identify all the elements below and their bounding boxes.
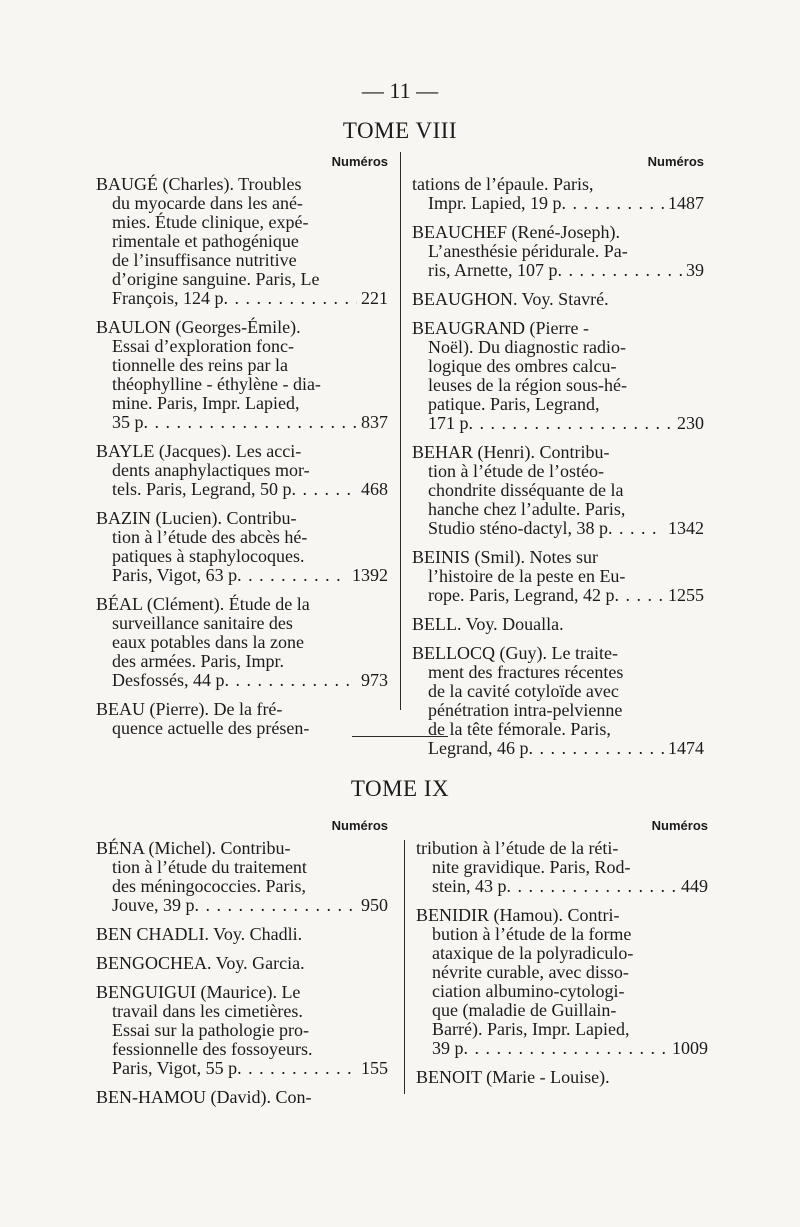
entry-text: Desfossés, 44 p xyxy=(112,670,225,690)
index-entry xyxy=(96,442,388,499)
entry-text: L’anesthésie péridurale. Pa- xyxy=(428,241,628,261)
dot-leader xyxy=(291,480,357,499)
entry-line xyxy=(96,356,388,375)
entry-text: eaux potables dans la zone xyxy=(112,632,304,652)
entry-text: ment des fractures récentes xyxy=(428,662,624,682)
entry-number: 1474 xyxy=(668,738,704,758)
entry-number: 155 xyxy=(361,1058,388,1078)
entry-line xyxy=(96,528,388,547)
entry-number: 449 xyxy=(681,876,708,896)
index-entry xyxy=(96,839,388,915)
entry-line xyxy=(96,547,388,566)
entry-text: Essai d’exploration fonc- xyxy=(112,336,294,356)
entry-text: chondrite disséquante de la xyxy=(428,480,624,500)
entry-text: 35 p xyxy=(112,412,144,432)
entry-text: BENIDIR (Hamou). Contri- xyxy=(416,905,620,925)
entry-text: tionnelle des reins par la xyxy=(112,355,288,375)
entry-text: BEAUCHEF (René-Joseph). xyxy=(412,222,620,242)
entry-line xyxy=(416,839,708,858)
entry-text: nite gravidique. Paris, Rod- xyxy=(432,857,631,877)
entry-line xyxy=(96,318,388,337)
entry-text: que (maladie de Guillain- xyxy=(432,1000,617,1020)
entry-line xyxy=(412,357,704,376)
dot-leader xyxy=(237,1059,357,1078)
entry-line xyxy=(412,500,704,519)
entry-text: BÉNA (Michel). Contribu- xyxy=(96,838,291,858)
entry-text: BELL. Voy. Doualla. xyxy=(412,614,564,634)
entry-text: BENOIT (Marie - Louise). xyxy=(416,1067,610,1087)
entry-number: 230 xyxy=(677,413,704,433)
entry-line xyxy=(416,1020,708,1039)
entry-text: l’histoire de la peste en Eu- xyxy=(428,566,626,586)
dot-leader xyxy=(469,414,674,433)
entry-line xyxy=(96,925,388,944)
entry-line xyxy=(412,376,704,395)
entry-number: 1487 xyxy=(668,193,704,213)
entry-line xyxy=(96,839,388,858)
index-entry xyxy=(96,509,388,585)
entry-line xyxy=(412,519,704,538)
entry-text: Barré). Paris, Impr. Lapied, xyxy=(432,1019,630,1039)
entry-line xyxy=(412,319,704,338)
entry-line xyxy=(96,480,388,499)
entry-text: de la tête fémorale. Paris, xyxy=(428,719,611,739)
index-entry xyxy=(412,644,704,758)
index-entry xyxy=(96,595,388,690)
entry-line xyxy=(96,877,388,896)
index-entry xyxy=(412,443,704,538)
entry-text: BENGUIGUI (Maurice). Le xyxy=(96,982,301,1002)
entry-line xyxy=(412,462,704,481)
index-entry xyxy=(412,175,704,213)
column-header: Numéros xyxy=(331,818,388,833)
entry-line xyxy=(416,944,708,963)
entry-line xyxy=(412,644,704,663)
dot-leader xyxy=(195,896,358,915)
entry-text: stein, 43 p xyxy=(432,876,507,896)
dot-leader xyxy=(224,289,358,308)
entry-line xyxy=(96,858,388,877)
entry-line xyxy=(96,566,388,585)
entry-text: tels. Paris, Legrand, 50 p xyxy=(112,479,292,499)
entry-text: surveillance sanitaire des xyxy=(112,613,293,633)
entry-number: 1009 xyxy=(672,1038,708,1058)
entry-text: BAUGÉ (Charles). Troubles xyxy=(96,174,302,194)
entry-text: dents anaphylactiques mor- xyxy=(112,460,310,480)
dot-leader xyxy=(561,194,664,213)
dot-leader xyxy=(144,413,358,432)
entry-text: ataxique de la polyradiculo- xyxy=(432,943,634,963)
column-header: Numéros xyxy=(647,154,704,169)
entry-text: de l’insuffisance nutritive xyxy=(112,250,297,270)
column-divider xyxy=(400,152,401,710)
entry-line xyxy=(96,1059,388,1078)
entry-line xyxy=(412,720,704,739)
column-header: Numéros xyxy=(651,818,708,833)
entry-line xyxy=(412,290,704,309)
entry-text: BÉAL (Clément). Étude de la xyxy=(96,594,310,614)
tome-ix-right-column xyxy=(416,818,708,1097)
entry-text: Legrand, 46 p xyxy=(428,738,529,758)
entry-text: Paris, Vigot, 63 p xyxy=(112,565,238,585)
tome-viii-right-column xyxy=(412,154,704,768)
entry-line xyxy=(412,663,704,682)
entry-line xyxy=(96,1002,388,1021)
entry-text: mies. Étude clinique, expé- xyxy=(112,212,309,232)
entry-line xyxy=(416,906,708,925)
entry-line xyxy=(412,414,704,433)
index-entry xyxy=(416,906,708,1058)
index-entry xyxy=(412,548,704,605)
dot-leader xyxy=(608,519,664,538)
entry-text: 39 p xyxy=(432,1038,464,1058)
entry-text: théophylline - éthylène - dia- xyxy=(112,374,321,394)
entry-text: Impr. Lapied, 19 p xyxy=(428,193,562,213)
entry-number: 1255 xyxy=(668,585,704,605)
index-entry xyxy=(416,1068,708,1087)
entry-line xyxy=(416,1001,708,1020)
entry-text: François, 124 p xyxy=(112,288,224,308)
entry-line xyxy=(96,719,388,738)
entry-line xyxy=(96,251,388,270)
entry-line xyxy=(96,1021,388,1040)
entry-line xyxy=(412,242,704,261)
entry-text: Jouve, 39 p xyxy=(112,895,195,915)
entry-text: Essai sur la pathologie pro- xyxy=(112,1020,309,1040)
entry-line xyxy=(416,1068,708,1087)
entry-number: 973 xyxy=(361,670,388,690)
entry-line xyxy=(96,461,388,480)
dot-leader xyxy=(237,566,348,585)
index-entry xyxy=(96,983,388,1078)
entry-text: BEN-HAMOU (David). Con- xyxy=(96,1087,312,1107)
entry-text: hanche chez l’adulte. Paris, xyxy=(428,499,626,519)
entry-number: 837 xyxy=(361,412,388,432)
entry-number: 468 xyxy=(361,479,388,499)
entry-text: d’origine sanguine. Paris, Le xyxy=(112,269,320,289)
entry-number: 39 xyxy=(686,260,704,280)
entry-text: de la cavité cotyloïde avec xyxy=(428,681,619,701)
column-divider xyxy=(404,840,405,1094)
entry-text: pénétration intra-pelvienne xyxy=(428,700,623,720)
entry-number: 1342 xyxy=(668,518,704,538)
entry-line xyxy=(96,983,388,1002)
entry-text: rimentale et pathogénique xyxy=(112,231,299,251)
entry-line xyxy=(412,261,704,280)
entry-line xyxy=(96,375,388,394)
entry-text: ciation albumino-cytologi- xyxy=(432,981,625,1001)
index-entry xyxy=(96,318,388,432)
entry-text: ris, Arnette, 107 p xyxy=(428,260,558,280)
section-divider xyxy=(352,736,448,737)
dot-leader xyxy=(464,1039,669,1058)
entry-line xyxy=(412,481,704,500)
entry-line xyxy=(96,614,388,633)
entry-line xyxy=(96,671,388,690)
entry-line xyxy=(416,925,708,944)
dot-leader xyxy=(614,586,664,605)
entry-text: Paris, Vigot, 55 p xyxy=(112,1058,238,1078)
entry-text: bution à l’étude de la forme xyxy=(432,924,632,944)
page-number: — 11 — xyxy=(361,78,439,103)
entry-text: BAZIN (Lucien). Contribu- xyxy=(96,508,297,528)
entry-text: rope. Paris, Legrand, 42 p xyxy=(428,585,615,605)
entry-text: BEHAR (Henri). Contribu- xyxy=(412,442,610,462)
entry-line xyxy=(412,395,704,414)
entry-text: fessionnelle des fossoyeurs. xyxy=(112,1039,313,1059)
index-entry xyxy=(96,925,388,944)
entry-text: BAYLE (Jacques). Les acci- xyxy=(96,441,302,461)
entry-line xyxy=(96,1088,388,1107)
entry-line xyxy=(412,548,704,567)
entry-text: BEAU (Pierre). De la fré- xyxy=(96,699,283,719)
entry-line xyxy=(96,337,388,356)
index-entry xyxy=(412,615,704,634)
entry-text: leuses de la région sous-hé- xyxy=(428,375,627,395)
index-entry xyxy=(96,700,388,738)
index-entry xyxy=(96,175,388,308)
entry-text: du myocarde dans les ané- xyxy=(112,193,303,213)
entry-line xyxy=(96,954,388,973)
entry-text: BEAUGHON. Voy. Stavré. xyxy=(412,289,609,309)
entry-line xyxy=(412,175,704,194)
entry-line xyxy=(412,223,704,242)
entry-line xyxy=(96,175,388,194)
entry-line xyxy=(416,1039,708,1058)
entry-line xyxy=(412,338,704,357)
entry-line xyxy=(96,270,388,289)
entry-line xyxy=(96,413,388,432)
entry-line xyxy=(416,877,708,896)
entry-line xyxy=(416,982,708,1001)
entry-line xyxy=(96,633,388,652)
entry-text: logique des ombres calcu- xyxy=(428,356,617,376)
entry-text: BEN CHADLI. Voy. Chadli. xyxy=(96,924,303,944)
tome-ix-left-column xyxy=(96,818,388,1117)
tome-ix-title: TOME IX xyxy=(350,776,450,801)
index-entry xyxy=(412,223,704,280)
entry-text: des armées. Paris, Impr. xyxy=(112,651,284,671)
entry-text: patique. Paris, Legrand, xyxy=(428,394,600,414)
entry-line xyxy=(96,442,388,461)
index-entry xyxy=(416,839,708,896)
entry-line xyxy=(96,289,388,308)
entry-text: BAULON (Georges-Émile). xyxy=(96,317,301,337)
entry-text: BELLOCQ (Guy). Le traite- xyxy=(412,643,618,663)
index-entry xyxy=(412,290,704,309)
entry-text: quence actuelle des présen- xyxy=(112,718,310,738)
entry-text: mine. Paris, Impr. Lapied, xyxy=(112,393,300,413)
entry-line xyxy=(412,701,704,720)
entry-text: BEAUGRAND (Pierre - xyxy=(412,318,589,338)
dot-leader xyxy=(225,671,358,690)
entry-line xyxy=(412,739,704,758)
entry-number: 221 xyxy=(361,288,388,308)
entry-number: 950 xyxy=(361,895,388,915)
index-entry xyxy=(96,954,388,973)
entry-line xyxy=(96,652,388,671)
entry-text: BENGOCHEA. Voy. Garcia. xyxy=(96,953,305,973)
entry-text: tations de l’épaule. Paris, xyxy=(412,174,594,194)
entry-line xyxy=(96,595,388,614)
entry-text: Studio sténo-dactyl, 38 p xyxy=(428,518,608,538)
column-header: Numéros xyxy=(331,154,388,169)
entry-line xyxy=(412,443,704,462)
entry-text: BEINIS (Smil). Notes sur xyxy=(412,547,598,567)
tome-viii-title: TOME VIII xyxy=(342,118,458,143)
entry-line xyxy=(96,194,388,213)
entry-line xyxy=(96,896,388,915)
entry-line xyxy=(416,858,708,877)
entry-line xyxy=(96,1040,388,1059)
entry-text: patiques à staphylocoques. xyxy=(112,546,305,566)
entry-text: tion à l’étude du traitement xyxy=(112,857,307,877)
entry-line xyxy=(412,586,704,605)
entry-line xyxy=(412,567,704,586)
entry-line xyxy=(96,700,388,719)
entry-line xyxy=(96,213,388,232)
entry-text: des méningococcies. Paris, xyxy=(112,876,306,896)
entry-text: travail dans les cimetières. xyxy=(112,1001,303,1021)
index-entry xyxy=(412,319,704,433)
entry-line xyxy=(96,394,388,413)
entry-text: névrite curable, avec disso- xyxy=(432,962,629,982)
dot-leader xyxy=(507,877,678,896)
entry-line xyxy=(416,963,708,982)
entry-text: tion à l’étude de l’ostéo- xyxy=(428,461,604,481)
index-entry xyxy=(96,1088,388,1107)
entry-line xyxy=(96,509,388,528)
entry-text: tribution à l’étude de la réti- xyxy=(416,838,619,858)
entry-line xyxy=(412,615,704,634)
entry-line xyxy=(412,194,704,213)
entry-line xyxy=(96,232,388,251)
tome-viii-left-column xyxy=(96,154,388,748)
dot-leader xyxy=(528,739,664,758)
entry-line xyxy=(412,682,704,701)
dot-leader xyxy=(557,261,682,280)
entry-text: 171 p xyxy=(428,413,469,433)
entry-text: tion à l’étude des abcès hé- xyxy=(112,527,308,547)
entry-number: 1392 xyxy=(352,565,388,585)
entry-text: Noël). Du diagnostic radio- xyxy=(428,337,626,357)
